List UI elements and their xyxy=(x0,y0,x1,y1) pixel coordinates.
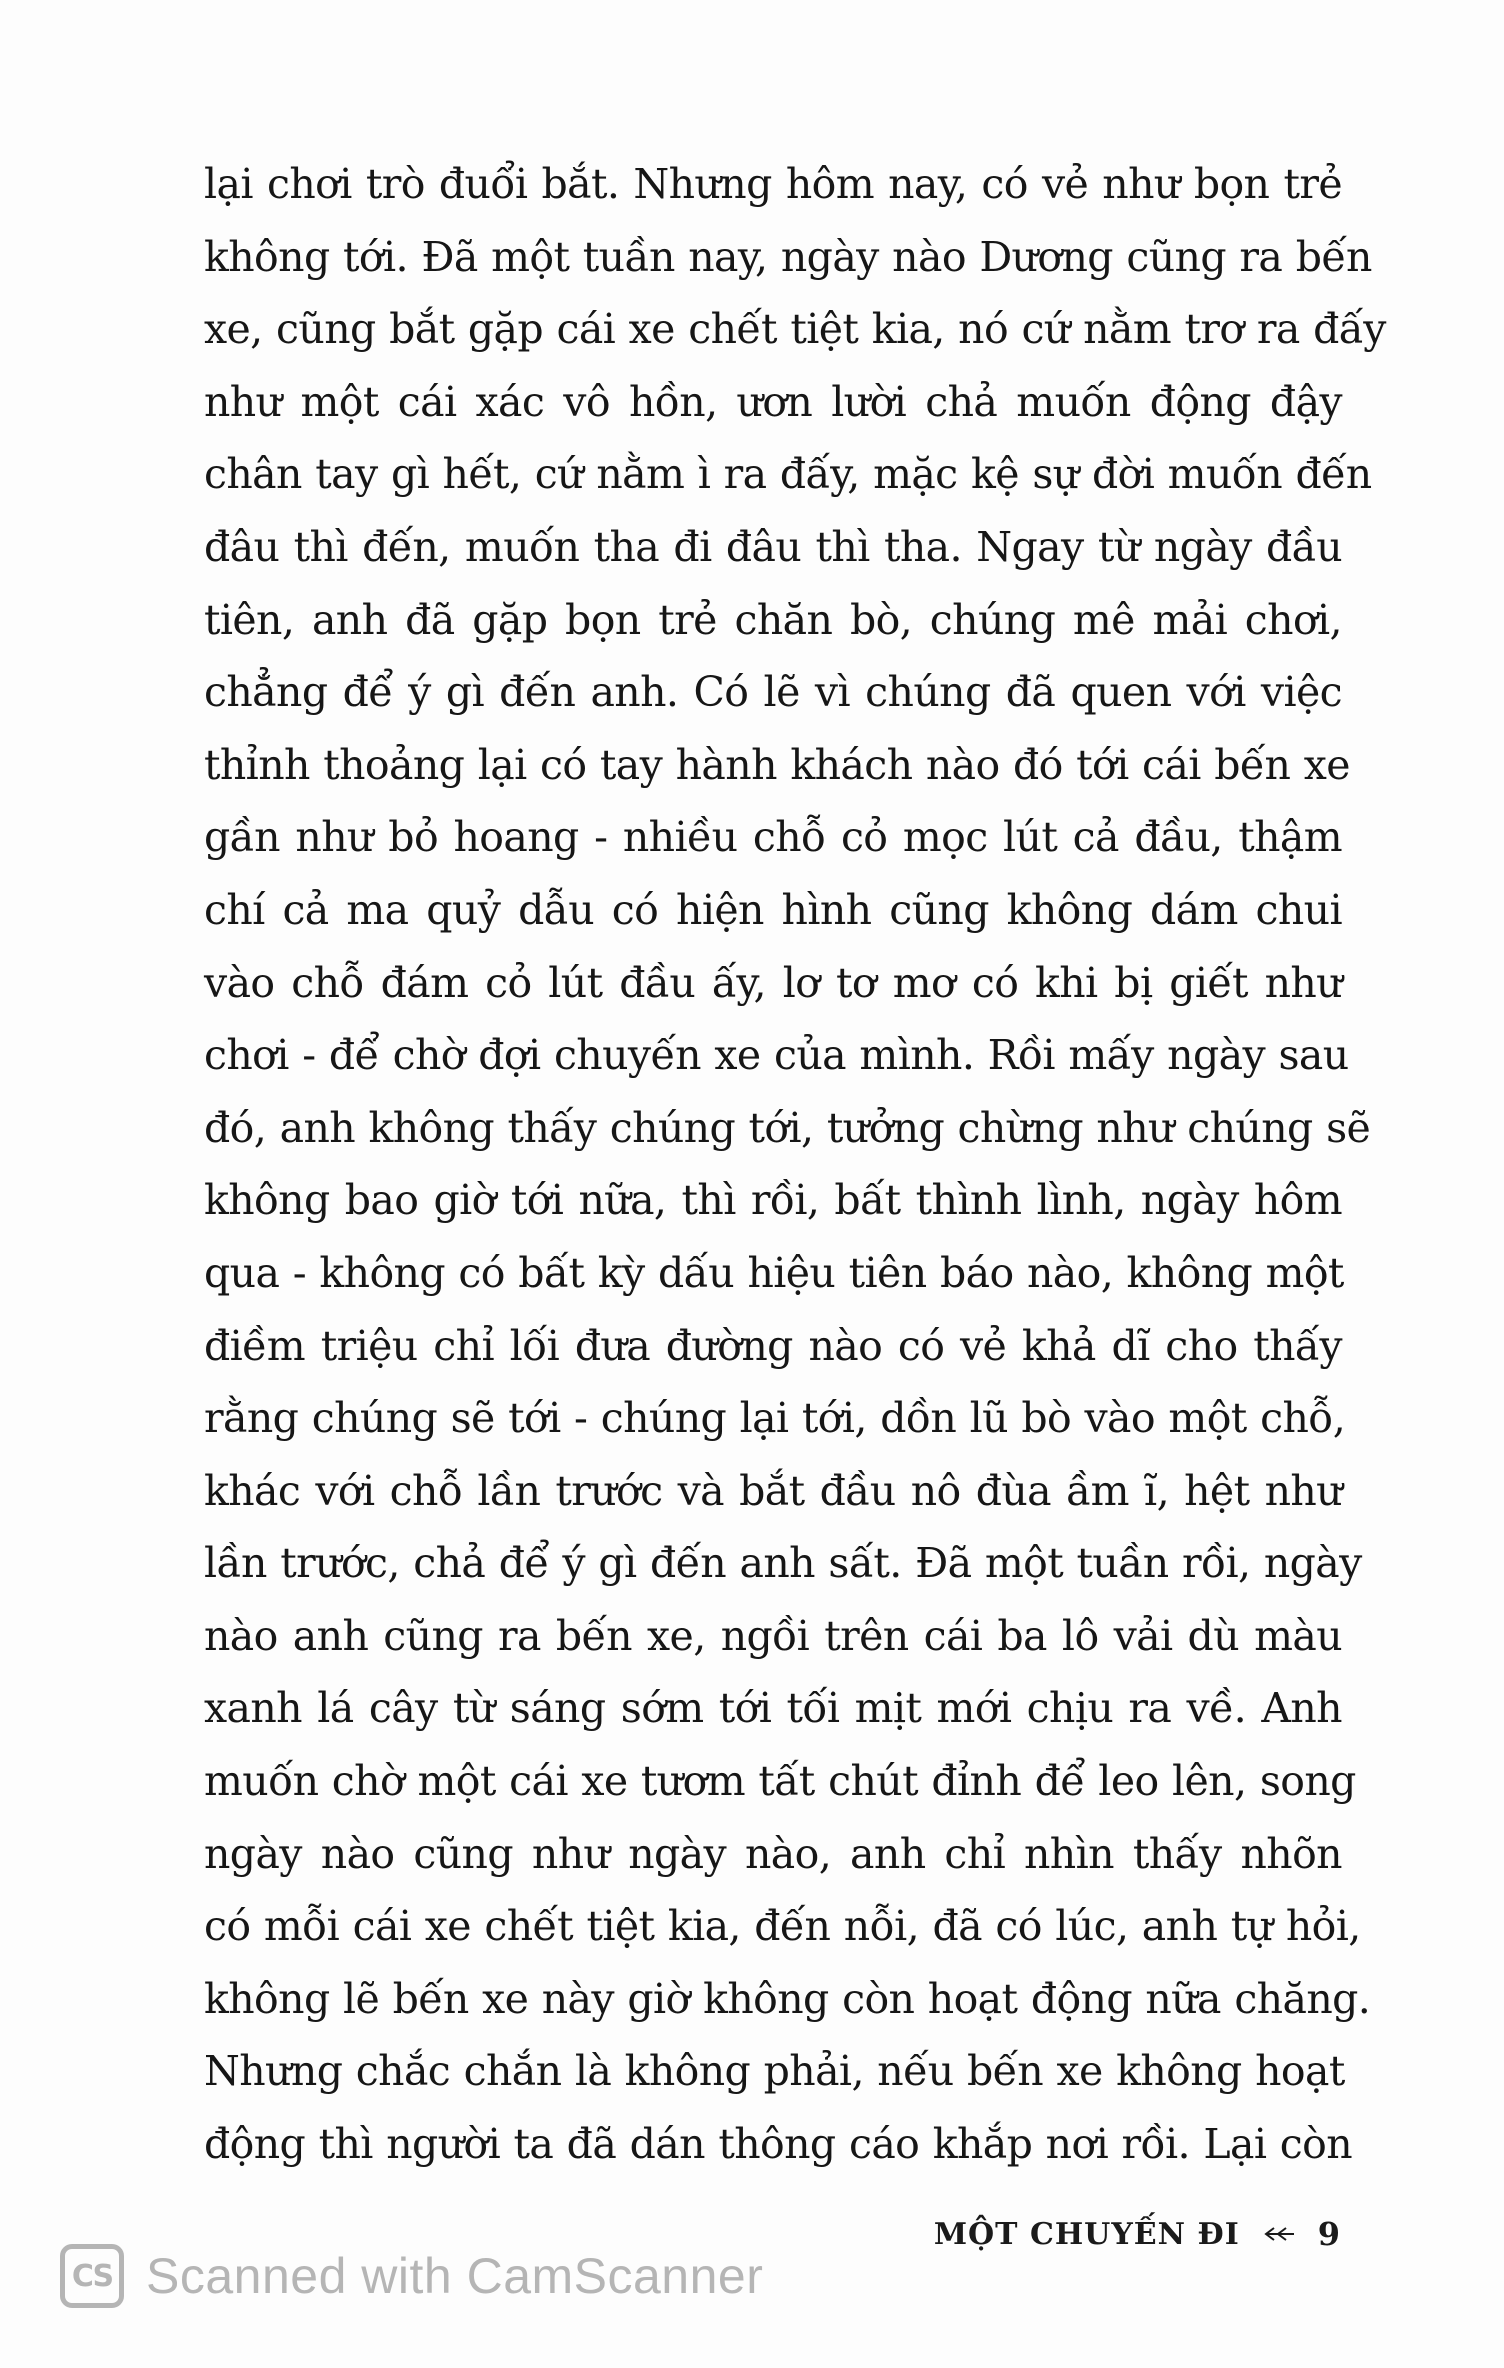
text-line: ngày nào cũng như ngày nào, anh chỉ nhìn thấy nhõn xyxy=(204,1829,1342,1878)
text-line: rằng chúng sẽ tới - chúng lại tới, dồn lũ bò vào một chỗ, xyxy=(204,1394,1346,1443)
text-line: không bao giờ tới nữa, thì rồi, bất thình lình, ngày hôm xyxy=(204,1176,1342,1225)
text-line: chơi - để chờ đợi chuyến xe của mình. Rồi mấy ngày sau xyxy=(204,1031,1349,1080)
text-line: đâu thì đến, muốn tha đi đâu thì tha. Ngay từ ngày đầu xyxy=(204,522,1342,571)
text-line: lần trước, chả để ý gì đến anh sất. Đã một tuần rồi, ngày xyxy=(204,1539,1362,1588)
text-line: có mỗi cái xe chết tiệt kia, đến nỗi, đã có lúc, anh tự hỏi, xyxy=(204,1902,1361,1951)
text-line: động thì người ta đã dán thông cáo khắp nơi rồi. Lại còn xyxy=(204,2120,1353,2169)
page-number: 9 xyxy=(1317,2215,1340,2253)
text-line: xe, cũng bắt gặp cái xe chết tiệt kia, nó cứ nằm trơ ra đấy xyxy=(204,305,1386,354)
text-line: Nhưng chắc chắn là không phải, nếu bến xe không hoạt xyxy=(204,2047,1345,2096)
body-text xyxy=(204,148,1386,2181)
text-line: đó, anh không thấy chúng tới, tưởng chừng như chúng sẽ xyxy=(204,1103,1371,1152)
text-line: nào anh cũng ra bến xe, ngồi trên cái ba lô vải dù màu xyxy=(204,1611,1342,1660)
text-line: vào chỗ đám cỏ lút đầu ấy, lơ tơ mơ có khi bị giết như xyxy=(204,958,1342,1007)
text-line: tiên, anh đã gặp bọn trẻ chăn bò, chúng mê mải chơi, xyxy=(204,595,1342,644)
text-line: như một cái xác vô hồn, ươn lười chả muốn động đậy xyxy=(204,377,1342,426)
text-line: thỉnh thoảng lại có tay hành khách nào đó tới cái bến xe xyxy=(204,740,1350,789)
camscanner-logo-icon: CS xyxy=(60,2244,124,2308)
page-footer xyxy=(900,2204,1340,2264)
text-line: chẳng để ý gì đến anh. Có lẽ vì chúng đã quen với việc xyxy=(204,668,1342,717)
running-title: MỘT CHUYẾN ĐI xyxy=(933,2216,1240,2252)
text-line: điềm triệu chỉ lối đưa đường nào có vẻ khả dĩ cho thấy xyxy=(204,1321,1342,1370)
text-line: chân tay gì hết, cứ nằm ì ra đấy, mặc kệ sự đời muốn đến xyxy=(204,450,1372,499)
text-line: không lẽ bến xe này giờ không còn hoạt động nữa chăng. xyxy=(204,1974,1371,2023)
camscanner-watermark xyxy=(60,2240,763,2312)
text-line: chí cả ma quỷ dẫu có hiện hình cũng không dám chui xyxy=(204,885,1342,934)
text-line: muốn chờ một cái xe tươm tất chút đỉnh để leo lên, song xyxy=(204,1757,1356,1806)
text-line: xanh lá cây từ sáng sớm tới tối mịt mới chịu ra về. Anh xyxy=(204,1684,1342,1733)
watermark-text: Scanned with CamScanner xyxy=(146,2248,764,2304)
text-line: khác với chỗ lần trước và bắt đầu nô đùa ầm ĩ, hệt như xyxy=(204,1466,1342,1515)
text-line: gần như bỏ hoang - nhiều chỗ cỏ mọc lút cả đầu, thậm xyxy=(204,813,1342,862)
text-line: qua - không có bất kỳ dấu hiệu tiên báo nào, không một xyxy=(204,1248,1344,1297)
double-arrow-left-icon xyxy=(1260,2224,1296,2244)
text-line: lại chơi trò đuổi bắt. Nhưng hôm nay, có vẻ như bọn trẻ xyxy=(204,160,1342,208)
text-line: không tới. Đã một tuần nay, ngày nào Dương cũng ra bến xyxy=(204,232,1372,281)
